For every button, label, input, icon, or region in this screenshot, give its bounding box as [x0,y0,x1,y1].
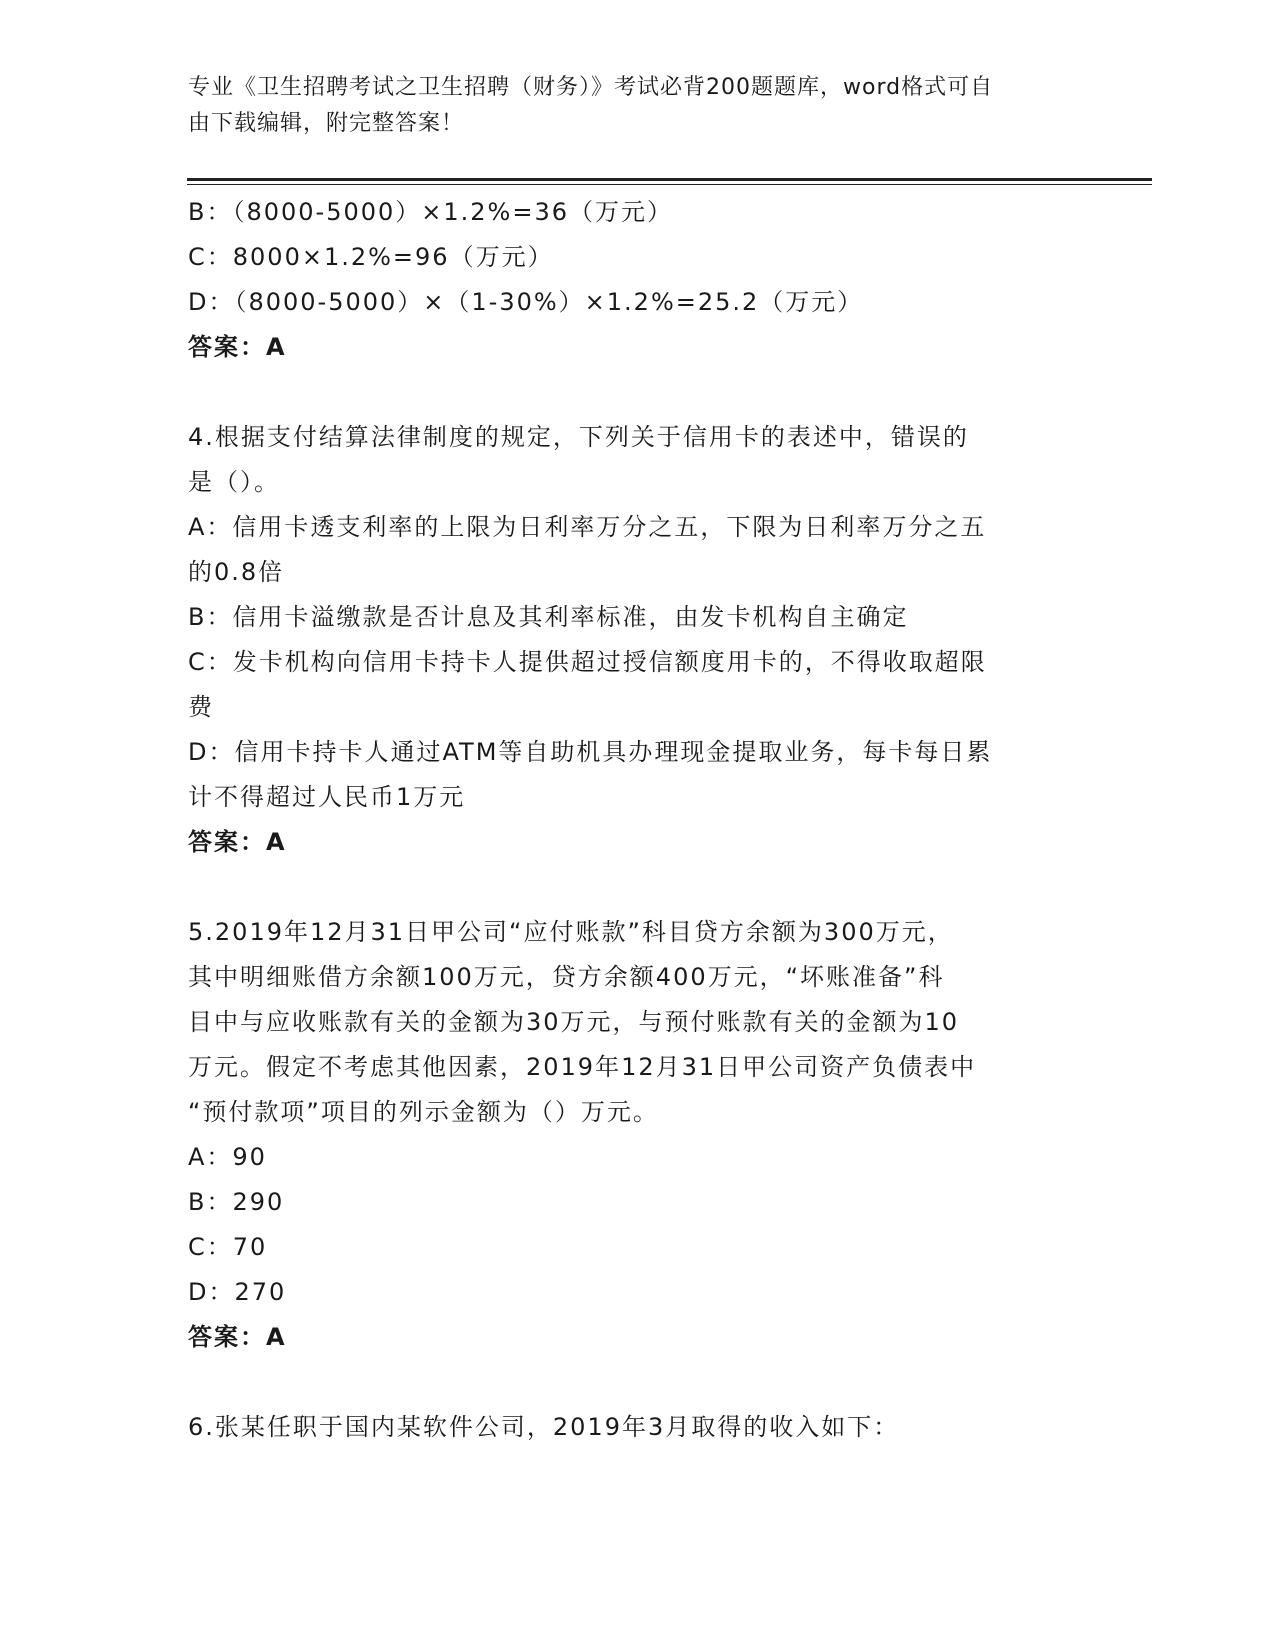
q4-option-c-line-1: C：发卡机构向信用卡持卡人提供超过授信额度用卡的，不得收取超限 [188,648,987,676]
q4-stem-line-2: 是（）。 [188,468,280,496]
q4-option-c-line-2: 费 [188,693,214,721]
header-line-2: 由下载编辑，附完整答案！ [188,111,465,136]
document-body [188,190,1088,1450]
q3-option-d: D：（8000-5000）×（1-30%）×1.2%=25.2（万元） [188,288,864,316]
q5-stem-line-4: 万元。假定不考虑其他因素，2019年12月31日甲公司资产负债表中 [188,1053,977,1081]
header-rule-thin [187,184,1152,185]
q5-stem-line-5: “预付款项”项目的列示金额为（）万元。 [188,1098,659,1126]
spacer [188,1360,1088,1405]
q3-option-b: B：（8000-5000）×1.2%=36（万元） [188,198,674,226]
q4-option-d-line-1: D：信用卡持卡人通过ATM等自助机具办理现金提取业务，每卡每日累 [188,738,993,766]
q3-option-c: C：8000×1.2%=96（万元） [188,243,554,271]
q5-option-a: A：90 [188,1143,267,1171]
q4-stem-line-1: 4.根据支付结算法律制度的规定，下列关于信用卡的表述中，错误的 [188,423,969,451]
q5-option-b: B：290 [188,1188,285,1216]
document-header [188,70,1068,142]
q5-stem-line-2: 其中明细账借方余额100万元，贷方余额400万元，“坏账准备”科 [188,963,945,991]
q5-option-d: D：270 [188,1278,287,1306]
header-line-1: 专业《卫生招聘考试之卫生招聘（财务）》考试必背200题题库，word格式可自 [188,75,994,100]
header-rule-thick [187,178,1152,181]
q5-stem-line-3: 目中与应收账款有关的金额为30万元，与预付账款有关的金额为10 [188,1008,960,1036]
q4-answer: 答案：A [188,828,287,856]
q3-answer: 答案：A [188,333,287,361]
q5-answer: 答案：A [188,1323,287,1351]
q4-option-a-line-1: A：信用卡透支利率的上限为日利率万分之五，下限为日利率万分之五 [188,513,987,541]
q5-option-c: C：70 [188,1233,268,1261]
q4-option-b: B：信用卡溢缴款是否计息及其利率标准，由发卡机构自主确定 [188,603,909,631]
q4-option-a-line-2: 的0.8倍 [188,558,285,586]
q4-option-d-line-2: 计不得超过人民币1万元 [188,783,466,811]
spacer [188,370,1088,415]
spacer [188,865,1088,910]
q6-stem-line-1: 6.张某任职于国内某软件公司，2019年3月取得的收入如下： [188,1413,900,1441]
q5-stem-line-1: 5.2019年12月31日甲公司“应付账款”科目贷方余额为300万元， [188,918,954,946]
